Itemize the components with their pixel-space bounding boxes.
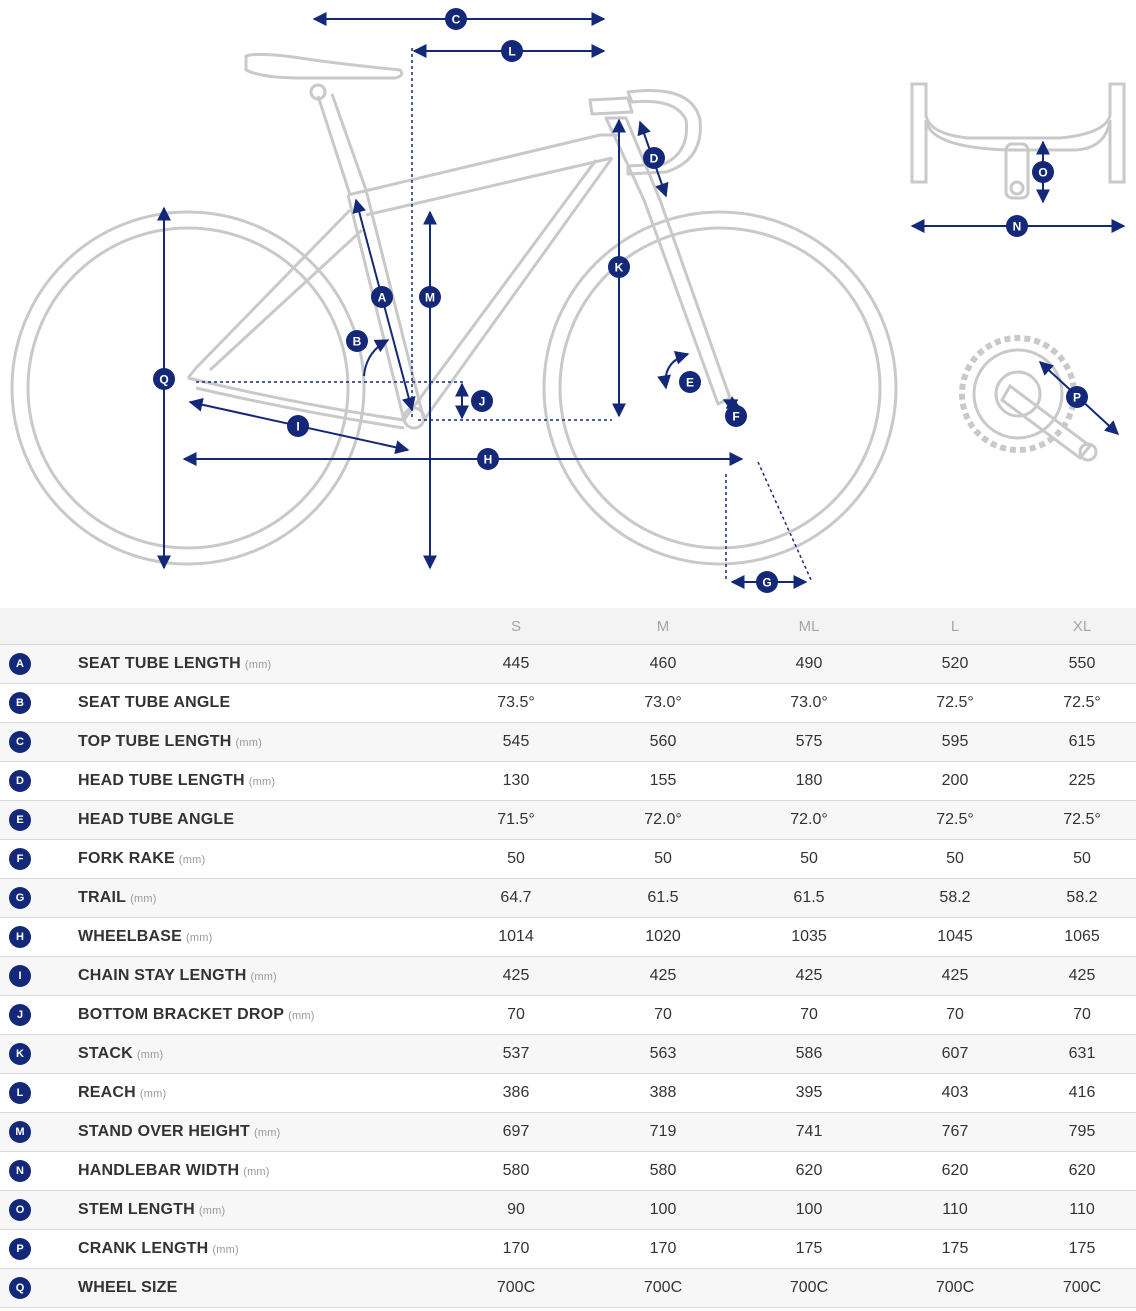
svg-text:A: A — [377, 290, 387, 305]
row-letter-cell — [0, 840, 40, 879]
size-value-cell: 719 — [590, 1113, 736, 1152]
table-header-row — [0, 608, 1136, 645]
size-value-cell: 100 — [590, 1191, 736, 1230]
row-letter-cell — [0, 996, 40, 1035]
size-value-cell: 200 — [882, 762, 1028, 801]
row-letter-cell — [0, 1152, 40, 1191]
measurement-name: STAND OVER HEIGHT — [78, 1123, 251, 1140]
measurement-unit: (mm) — [178, 854, 206, 866]
size-value-cell: 575 — [736, 723, 882, 762]
size-value-cell: 175 — [736, 1230, 882, 1269]
bike-geometry-diagram — [0, 0, 1136, 608]
handlebar-front-view — [912, 84, 1124, 198]
table-row — [0, 957, 1136, 996]
size-value-cell: 700C — [736, 1269, 882, 1308]
row-letter-cell — [0, 801, 40, 840]
label-n-badge — [1006, 215, 1028, 237]
size-value-cell: 170 — [590, 1230, 736, 1269]
table-row — [0, 645, 1136, 684]
table-row — [0, 762, 1136, 801]
svg-text:D: D — [649, 151, 659, 166]
label-g-badge — [756, 571, 778, 593]
size-value-cell: 631 — [1028, 1035, 1136, 1074]
size-value-cell: 620 — [736, 1152, 882, 1191]
size-value-cell: 130 — [442, 762, 590, 801]
size-value-cell: 580 — [442, 1152, 590, 1191]
measurement-name: TOP TUBE LENGTH — [78, 733, 232, 750]
measurement-name-cell — [40, 645, 442, 684]
size-value-cell: 73.5° — [442, 684, 590, 723]
size-value-cell: 537 — [442, 1035, 590, 1074]
label-b-badge — [346, 330, 368, 352]
size-value-cell: 460 — [590, 645, 736, 684]
size-value-cell: 1014 — [442, 918, 590, 957]
bike-frame — [188, 54, 730, 428]
measurement-name-cell — [40, 1269, 442, 1308]
letter-badge: Q — [9, 1277, 31, 1299]
measurement-unit: (mm) — [235, 737, 262, 749]
letter-badge: A — [9, 653, 31, 675]
size-value-cell: 61.5 — [590, 879, 736, 918]
size-value-cell: 73.0° — [590, 684, 736, 723]
label-l-badge — [501, 40, 523, 62]
size-value-cell: 72.0° — [590, 801, 736, 840]
table-row — [0, 1113, 1136, 1152]
size-value-cell: 395 — [736, 1074, 882, 1113]
size-value-cell: 70 — [736, 996, 882, 1035]
svg-text:I: I — [296, 419, 300, 434]
label-o-badge — [1032, 161, 1054, 183]
size-column-header: M — [590, 608, 736, 645]
letter-badge: O — [9, 1199, 31, 1221]
measurement-name-cell — [40, 1113, 442, 1152]
size-value-cell: 563 — [590, 1035, 736, 1074]
size-column-header: S — [442, 608, 590, 645]
size-value-cell: 580 — [590, 1152, 736, 1191]
row-letter-cell — [0, 1230, 40, 1269]
size-value-cell: 175 — [882, 1230, 1028, 1269]
measurement-name-cell — [40, 1152, 442, 1191]
size-value-cell: 560 — [590, 723, 736, 762]
size-column-header: XL — [1028, 608, 1136, 645]
row-letter-cell — [0, 918, 40, 957]
size-value-cell: 545 — [442, 723, 590, 762]
table-row — [0, 1152, 1136, 1191]
size-value-cell: 700C — [442, 1269, 590, 1308]
measurement-unit: (mm) — [130, 893, 157, 905]
size-value-cell: 416 — [1028, 1074, 1136, 1113]
table-row — [0, 723, 1136, 762]
size-value-cell: 403 — [882, 1074, 1028, 1113]
table-row — [0, 1230, 1136, 1269]
measurement-name: WHEELBASE — [78, 928, 183, 945]
size-value-cell: 388 — [590, 1074, 736, 1113]
geometry-table — [0, 608, 1136, 1308]
letter-badge: M — [9, 1121, 31, 1143]
row-letter-cell — [0, 879, 40, 918]
label-e-badge — [679, 371, 701, 393]
letter-badge: K — [9, 1043, 31, 1065]
measurement-unit: (mm) — [139, 1088, 167, 1100]
row-letter-cell — [0, 645, 40, 684]
letter-badge: D — [9, 770, 31, 792]
size-value-cell: 425 — [882, 957, 1028, 996]
size-column-header: ML — [736, 608, 882, 645]
measurement-name-cell — [40, 762, 442, 801]
row-letter-cell — [0, 762, 40, 801]
size-value-cell: 70 — [882, 996, 1028, 1035]
size-value-cell: 70 — [1028, 996, 1136, 1035]
measurement-name: SEAT TUBE ANGLE — [78, 694, 231, 711]
size-value-cell: 490 — [736, 645, 882, 684]
letter-badge: B — [9, 692, 31, 714]
size-value-cell: 1045 — [882, 918, 1028, 957]
svg-text:O: O — [1038, 165, 1048, 180]
measurement-unit: (mm) — [136, 1049, 164, 1061]
measurement-name-cell — [40, 684, 442, 723]
size-value-cell: 425 — [442, 957, 590, 996]
table-row — [0, 840, 1136, 879]
measurement-name-cell — [40, 801, 442, 840]
letter-badge: J — [9, 1004, 31, 1026]
size-value-cell: 61.5 — [736, 879, 882, 918]
size-value-cell: 700C — [882, 1269, 1028, 1308]
svg-text:B: B — [352, 334, 362, 349]
table-row — [0, 1191, 1136, 1230]
size-value-cell: 72.5° — [882, 801, 1028, 840]
measurement-name: BOTTOM BRACKET DROP — [78, 1006, 285, 1023]
measurement-name-cell — [40, 723, 442, 762]
table-row — [0, 879, 1136, 918]
table-row — [0, 801, 1136, 840]
svg-text:P: P — [1072, 390, 1082, 405]
label-d-badge — [643, 147, 665, 169]
size-value-cell: 550 — [1028, 645, 1136, 684]
size-value-cell: 1065 — [1028, 918, 1136, 957]
size-value-cell: 50 — [590, 840, 736, 879]
letter-badge: L — [9, 1082, 31, 1104]
size-value-cell: 50 — [736, 840, 882, 879]
size-value-cell: 155 — [590, 762, 736, 801]
label-p-badge — [1066, 386, 1088, 408]
measurement-unit: (mm) — [186, 932, 213, 944]
measurement-name-cell — [40, 1191, 442, 1230]
size-value-cell: 586 — [736, 1035, 882, 1074]
rear-wheel — [12, 212, 364, 564]
size-value-cell: 225 — [1028, 762, 1136, 801]
measurement-name-cell — [40, 1035, 442, 1074]
table-row — [0, 918, 1136, 957]
label-i-badge — [287, 415, 309, 437]
measurement-name: REACH — [78, 1084, 136, 1101]
size-value-cell: 697 — [442, 1113, 590, 1152]
size-value-cell: 50 — [1028, 840, 1136, 879]
size-value-cell: 741 — [736, 1113, 882, 1152]
table-row — [0, 1074, 1136, 1113]
label-q-badge — [153, 368, 175, 390]
svg-text:F: F — [732, 409, 740, 424]
measurement-unit: (mm) — [212, 1244, 239, 1256]
reference-lines — [196, 48, 812, 582]
size-value-cell: 90 — [442, 1191, 590, 1230]
size-value-cell: 445 — [442, 645, 590, 684]
table-row — [0, 1269, 1136, 1308]
size-value-cell: 615 — [1028, 723, 1136, 762]
measurement-unit: (mm) — [248, 776, 276, 788]
size-value-cell: 58.2 — [1028, 879, 1136, 918]
geometry-table-body — [0, 645, 1136, 1308]
svg-text:N: N — [1012, 219, 1022, 234]
measurement-name: SEAT TUBE LENGTH — [78, 655, 241, 672]
size-value-cell: 72.5° — [1028, 684, 1136, 723]
svg-text:J: J — [478, 394, 486, 409]
table-row — [0, 684, 1136, 723]
size-value-cell: 425 — [590, 957, 736, 996]
measurement-name: CHAIN STAY LENGTH — [78, 967, 247, 984]
svg-text:L: L — [508, 44, 516, 59]
svg-text:M: M — [425, 290, 435, 305]
label-c-badge — [445, 8, 467, 30]
size-value-cell: 180 — [736, 762, 882, 801]
size-value-cell: 520 — [882, 645, 1028, 684]
svg-text:G: G — [762, 575, 772, 590]
label-a-badge — [371, 286, 393, 308]
size-value-cell: 700C — [590, 1269, 736, 1308]
svg-text:E: E — [685, 375, 695, 390]
size-value-cell: 110 — [882, 1191, 1028, 1230]
letter-badge: E — [9, 809, 31, 831]
label-m-badge — [419, 286, 441, 308]
measurement-name-cell — [40, 1074, 442, 1113]
size-value-cell: 700C — [1028, 1269, 1136, 1308]
size-value-cell: 72.5° — [882, 684, 1028, 723]
table-row — [0, 1035, 1136, 1074]
measurement-name-cell — [40, 840, 442, 879]
dimension-arrows — [164, 19, 1124, 582]
size-value-cell: 175 — [1028, 1230, 1136, 1269]
measurement-name-cell — [40, 1230, 442, 1269]
header-letter-cell — [0, 608, 40, 645]
measurement-unit: (mm) — [254, 1127, 281, 1139]
measurement-name: WHEEL SIZE — [78, 1279, 178, 1296]
size-value-cell: 607 — [882, 1035, 1028, 1074]
measurement-unit: (mm) — [288, 1010, 315, 1022]
label-j-badge — [471, 390, 493, 412]
size-value-cell: 620 — [1028, 1152, 1136, 1191]
size-value-cell: 386 — [442, 1074, 590, 1113]
size-value-cell: 1020 — [590, 918, 736, 957]
measurement-name-cell — [40, 957, 442, 996]
measurement-name: FORK RAKE — [78, 850, 175, 867]
letter-badge: N — [9, 1160, 31, 1182]
measurement-name-cell — [40, 918, 442, 957]
label-f-badge — [725, 405, 747, 427]
size-value-cell: 425 — [736, 957, 882, 996]
row-letter-cell — [0, 1074, 40, 1113]
size-value-cell: 72.0° — [736, 801, 882, 840]
table-row — [0, 996, 1136, 1035]
measurement-unit: (mm) — [244, 659, 272, 671]
size-value-cell: 1035 — [736, 918, 882, 957]
svg-text:Q: Q — [159, 372, 169, 387]
measurement-name: CRANK LENGTH — [78, 1240, 209, 1257]
row-letter-cell — [0, 1191, 40, 1230]
label-k-badge — [608, 256, 630, 278]
label-h-badge — [477, 448, 499, 470]
size-value-cell: 767 — [882, 1113, 1028, 1152]
size-value-cell: 50 — [882, 840, 1028, 879]
measurement-name: HEAD TUBE ANGLE — [78, 811, 235, 828]
svg-text:H: H — [483, 452, 493, 467]
measurement-name-cell — [40, 996, 442, 1035]
measurement-name: HEAD TUBE LENGTH — [78, 772, 245, 789]
letter-badge: H — [9, 926, 31, 948]
size-column-header: L — [882, 608, 1028, 645]
measurement-name: TRAIL — [78, 889, 127, 906]
row-letter-cell — [0, 1035, 40, 1074]
measurement-unit: (mm) — [198, 1205, 226, 1217]
letter-badge: G — [9, 887, 31, 909]
measurement-unit: (mm) — [250, 971, 277, 983]
measurement-name: STACK — [78, 1045, 133, 1062]
measurement-name-cell — [40, 879, 442, 918]
row-letter-cell — [0, 723, 40, 762]
front-wheel — [544, 212, 896, 564]
size-value-cell: 100 — [736, 1191, 882, 1230]
letter-badge: F — [9, 848, 31, 870]
size-value-cell: 73.0° — [736, 684, 882, 723]
size-value-cell: 70 — [590, 996, 736, 1035]
row-letter-cell — [0, 1113, 40, 1152]
row-letter-cell — [0, 1269, 40, 1308]
svg-text:K: K — [614, 260, 624, 275]
row-letter-cell — [0, 957, 40, 996]
size-value-cell: 72.5° — [1028, 801, 1136, 840]
size-value-cell: 50 — [442, 840, 590, 879]
measurement-unit: (mm) — [243, 1166, 270, 1178]
size-value-cell: 71.5° — [442, 801, 590, 840]
letter-badge: P — [9, 1238, 31, 1260]
svg-text:C: C — [451, 12, 461, 27]
measurement-name: STEM LENGTH — [78, 1201, 195, 1218]
size-value-cell: 595 — [882, 723, 1028, 762]
size-value-cell: 170 — [442, 1230, 590, 1269]
letter-badge: I — [9, 965, 31, 987]
row-letter-cell — [0, 684, 40, 723]
size-value-cell: 110 — [1028, 1191, 1136, 1230]
size-value-cell: 620 — [882, 1152, 1028, 1191]
size-value-cell: 70 — [442, 996, 590, 1035]
size-value-cell: 795 — [1028, 1113, 1136, 1152]
size-value-cell: 425 — [1028, 957, 1136, 996]
letter-badge: C — [9, 731, 31, 753]
measurement-name: HANDLEBAR WIDTH — [78, 1162, 240, 1179]
size-value-cell: 58.2 — [882, 879, 1028, 918]
header-name-cell — [40, 608, 442, 645]
size-value-cell: 64.7 — [442, 879, 590, 918]
